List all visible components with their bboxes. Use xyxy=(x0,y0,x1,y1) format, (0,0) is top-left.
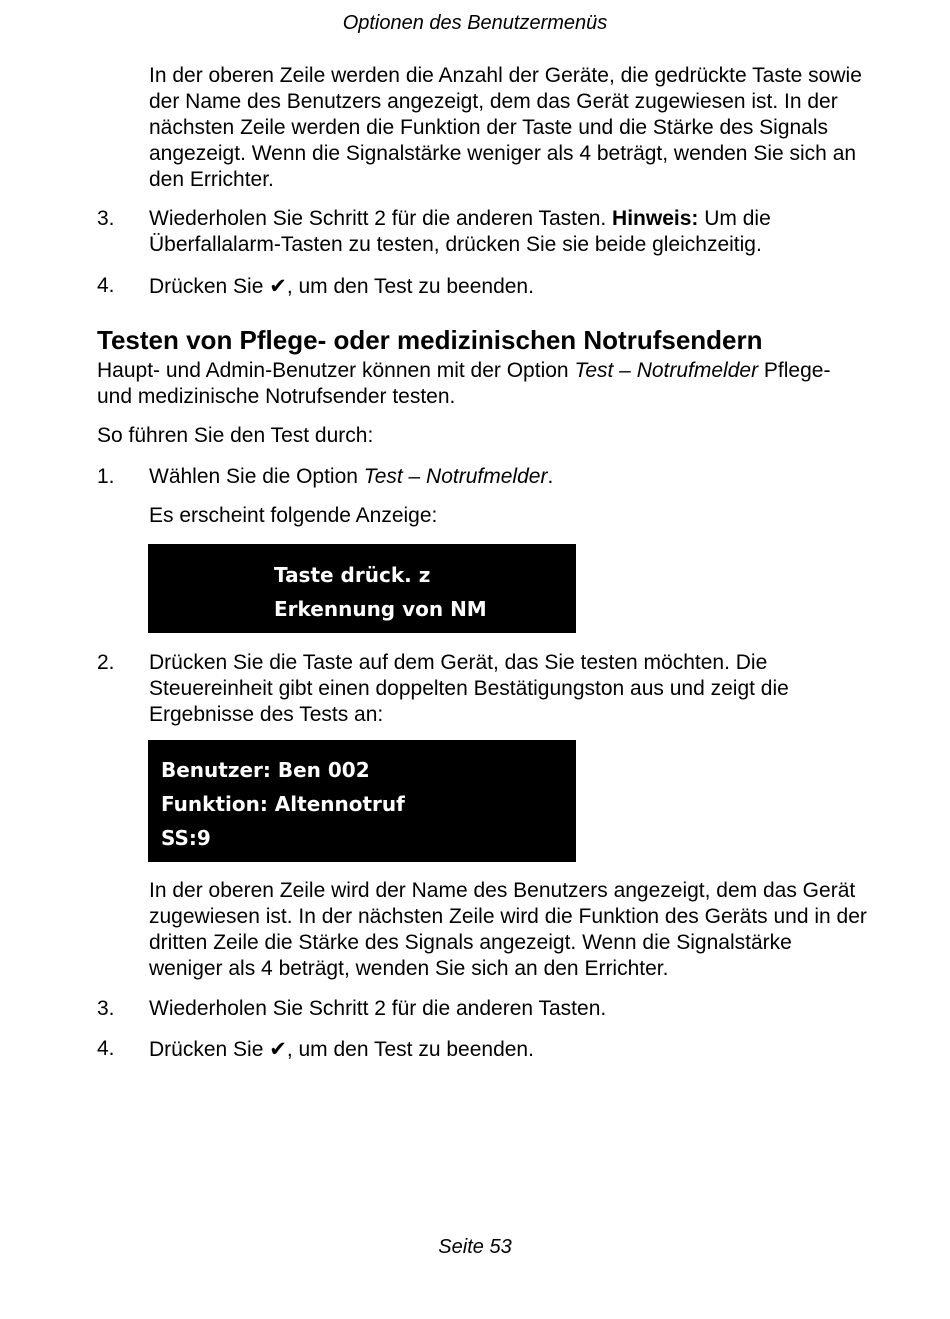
step-number: 4. xyxy=(97,1037,115,1060)
step-number: 1. xyxy=(97,465,115,488)
display-intro: Es erscheint folgende Anzeige: xyxy=(149,504,438,527)
option-name: Test – Notrufmelder xyxy=(363,465,548,488)
note-text: Um die Überfallalarm-Tasten zu testen, drücken Sie sie beide gleichzeitig. xyxy=(149,207,771,256)
step-number: 4. xyxy=(97,274,115,297)
step-text: Wiederholen Sie Schritt 2 für die anderen Tasten. xyxy=(149,997,607,1020)
section-title: Testen von Pflege- oder medizinischen Notrufsendern xyxy=(97,325,763,355)
step-text: Drücken Sie xyxy=(149,275,270,298)
section-intro-text: Haupt- und Admin-Benutzer können mit der Option xyxy=(97,359,575,382)
list-item-step-4 xyxy=(97,1036,867,1063)
how-to-text: So führen Sie den Test durch: xyxy=(97,424,374,447)
display-line: Taste drück. z xyxy=(274,563,431,587)
list-item-step-3 xyxy=(97,996,867,1022)
step-text-end: , um den Test zu beenden. xyxy=(286,1038,534,1061)
step-text: Drücken Sie xyxy=(149,1038,270,1061)
step-text: Drücken Sie die Taste auf dem Gerät, das Sie testen möchten. Die Steuereinheit gibt einen doppelten Bestätigungston aus und zeigt die Ergebnisse des Tests an: xyxy=(149,651,789,726)
lcd-display-prompt xyxy=(148,544,576,633)
step-number: 2. xyxy=(97,651,115,674)
page-header: Optionen des Benutzermenüs xyxy=(342,12,608,34)
lcd-display-result xyxy=(148,740,576,862)
section-intro-text-end: Pflege- und medizinische Notrufsender testen. xyxy=(97,359,831,408)
check-icon: ✔ xyxy=(269,1037,287,1061)
page-number: Seite 53 xyxy=(438,1236,512,1258)
display-line: SS:9 xyxy=(161,826,211,850)
result-paragraph: In der oberen Zeile wird der Name des Benutzers angezeigt, dem das Gerät zugewiesen ist. In der nächsten Zeile wird die Funktion des Geräts und in der dritten Zeile die Stärke des Signals angezeigt. Wenn die Signalstärke weniger als 4 beträgt, wenden Sie sich an den Errichter. xyxy=(149,879,867,980)
step-number: 3. xyxy=(97,207,115,230)
list-item-step-2 xyxy=(97,650,867,728)
list-item-step-3 xyxy=(97,206,867,258)
list-item-step-1 xyxy=(97,464,867,490)
page-content xyxy=(97,63,867,1063)
display-line: Erkennung von NM xyxy=(274,597,487,621)
display-line: Benutzer: Ben 002 xyxy=(161,758,370,782)
step-number: 3. xyxy=(97,997,115,1020)
step-text: Wiederholen Sie Schritt 2 für die anderen Tasten. xyxy=(149,207,613,230)
step-text-end: , um den Test zu beenden. xyxy=(286,275,534,298)
check-icon: ✔ xyxy=(269,274,287,298)
display-line: Funktion: Altennotruf xyxy=(161,792,405,816)
step-text-end: . xyxy=(547,465,554,488)
list-item-step-4 xyxy=(97,273,867,300)
option-name: Test – Notrufmelder xyxy=(574,359,759,382)
intro-paragraph: In der oberen Zeile werden die Anzahl der Geräte, die gedrückte Taste sowie der Name des Benutzers angezeigt, dem das Gerät zugewiesen ist. In der nächsten Zeile werden die Funktion der Taste und die Stärke des Signals angezeigt. Wenn die Signalstärke weniger als 4 beträgt, wenden Sie sich an den Errichter. xyxy=(149,64,862,191)
section-intro xyxy=(97,358,867,410)
step-text: Wählen Sie die Option xyxy=(149,465,364,488)
note-label: Hinweis: xyxy=(612,207,699,230)
